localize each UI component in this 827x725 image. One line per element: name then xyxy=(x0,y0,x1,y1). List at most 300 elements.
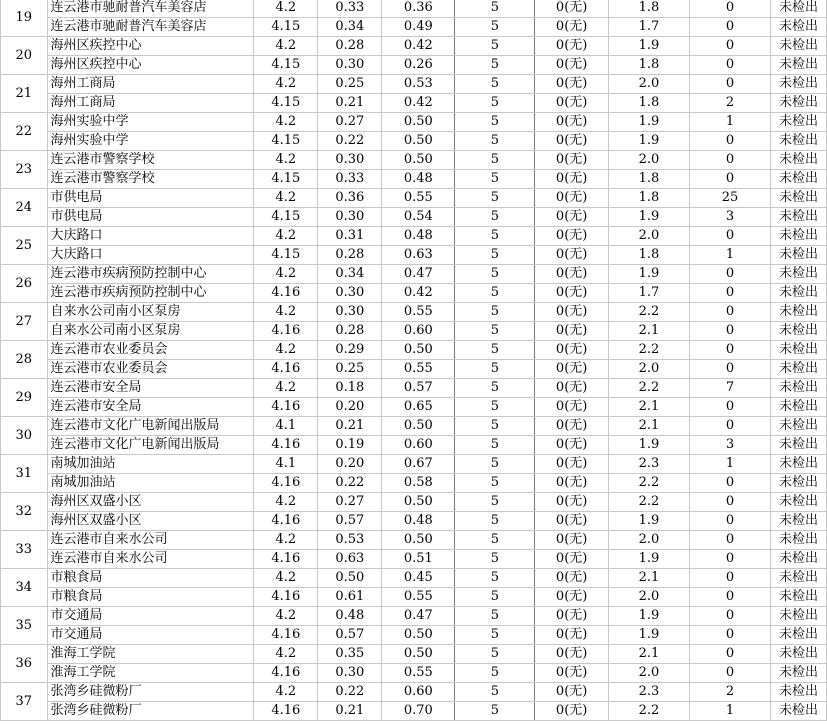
cell-site-name[interactable]: 市粮食局 xyxy=(47,569,254,588)
cell-col-b[interactable]: 0.22 xyxy=(318,474,382,493)
cell-col-h[interactable]: 未检出 xyxy=(770,531,826,550)
cell-col-d[interactable]: 5 xyxy=(455,284,535,303)
cell-col-h[interactable]: 未检出 xyxy=(770,664,826,683)
cell-col-f[interactable]: 2.1 xyxy=(608,398,689,417)
cell-col-h[interactable]: 未检出 xyxy=(770,455,826,474)
cell-site-name[interactable]: 淮海工学院 xyxy=(47,664,254,683)
cell-col-h[interactable]: 未检出 xyxy=(770,569,826,588)
cell-site-name[interactable]: 大庆路口 xyxy=(47,246,254,265)
cell-col-d[interactable]: 5 xyxy=(455,398,535,417)
cell-col-d[interactable]: 5 xyxy=(455,683,535,702)
cell-col-e[interactable]: 0(无) xyxy=(535,151,608,170)
cell-col-d[interactable]: 5 xyxy=(455,436,535,455)
cell-col-b[interactable]: 0.18 xyxy=(318,379,382,398)
cell-site-name[interactable]: 海州区疾控中心 xyxy=(47,56,254,75)
cell-sequence-no[interactable]: 34 xyxy=(1,569,48,607)
cell-col-e[interactable]: 0(无) xyxy=(535,512,608,531)
cell-col-c[interactable]: 0.50 xyxy=(382,645,455,664)
cell-col-g[interactable]: 0 xyxy=(690,531,771,550)
cell-site-name[interactable]: 连云港市文化广电新闻出版局 xyxy=(47,436,254,455)
cell-col-c[interactable]: 0.50 xyxy=(382,531,455,550)
cell-col-b[interactable]: 0.25 xyxy=(318,75,382,94)
cell-col-a[interactable]: 4.2 xyxy=(254,341,318,360)
cell-col-c[interactable]: 0.58 xyxy=(382,474,455,493)
cell-col-a[interactable]: 4.2 xyxy=(254,683,318,702)
cell-col-a[interactable]: 4.2 xyxy=(254,265,318,284)
cell-col-b[interactable]: 0.20 xyxy=(318,455,382,474)
cell-col-a[interactable]: 4.2 xyxy=(254,379,318,398)
cell-col-b[interactable]: 0.25 xyxy=(318,360,382,379)
cell-site-name[interactable]: 市供电局 xyxy=(47,189,254,208)
cell-col-e[interactable]: 0(无) xyxy=(535,208,608,227)
cell-col-h[interactable]: 未检出 xyxy=(770,303,826,322)
cell-col-a[interactable]: 4.15 xyxy=(254,18,318,37)
cell-col-g[interactable]: 7 xyxy=(690,379,771,398)
cell-col-b[interactable]: 0.34 xyxy=(318,18,382,37)
cell-col-e[interactable]: 0(无) xyxy=(535,550,608,569)
cell-col-e[interactable]: 0(无) xyxy=(535,626,608,645)
cell-site-name[interactable]: 连云港市驰耐普汽车美容店 xyxy=(47,18,254,37)
cell-col-f[interactable]: 2.0 xyxy=(608,588,689,607)
cell-col-f[interactable]: 2.3 xyxy=(608,455,689,474)
cell-site-name[interactable]: 海州实验中学 xyxy=(47,132,254,151)
cell-col-f[interactable]: 1.7 xyxy=(608,284,689,303)
cell-col-d[interactable]: 5 xyxy=(455,550,535,569)
cell-col-f[interactable]: 1.9 xyxy=(608,436,689,455)
cell-col-h[interactable]: 未检出 xyxy=(770,227,826,246)
cell-col-f[interactable]: 2.2 xyxy=(608,474,689,493)
cell-col-c[interactable]: 0.55 xyxy=(382,189,455,208)
cell-col-b[interactable]: 0.30 xyxy=(318,664,382,683)
cell-site-name[interactable]: 张湾乡硅微粉厂 xyxy=(47,683,254,702)
cell-col-e[interactable]: 0(无) xyxy=(535,702,608,721)
cell-col-f[interactable]: 2.3 xyxy=(608,683,689,702)
cell-col-b[interactable]: 0.27 xyxy=(318,113,382,132)
cell-site-name[interactable]: 自来水公司南小区泵房 xyxy=(47,322,254,341)
cell-col-f[interactable]: 2.0 xyxy=(608,75,689,94)
cell-col-a[interactable]: 4.2 xyxy=(254,113,318,132)
cell-col-g[interactable]: 1 xyxy=(690,113,771,132)
cell-col-c[interactable]: 0.65 xyxy=(382,398,455,417)
cell-col-b[interactable]: 0.19 xyxy=(318,436,382,455)
cell-col-a[interactable]: 4.16 xyxy=(254,360,318,379)
cell-col-h[interactable]: 未检出 xyxy=(770,322,826,341)
cell-col-f[interactable]: 2.0 xyxy=(608,664,689,683)
cell-col-f[interactable]: 2.0 xyxy=(608,151,689,170)
cell-col-e[interactable]: 0(无) xyxy=(535,227,608,246)
cell-col-d[interactable]: 5 xyxy=(455,170,535,189)
cell-col-e[interactable]: 0(无) xyxy=(535,284,608,303)
cell-col-g[interactable]: 2 xyxy=(690,94,771,113)
cell-col-b[interactable]: 0.30 xyxy=(318,284,382,303)
cell-col-h[interactable]: 未检出 xyxy=(770,474,826,493)
cell-col-e[interactable]: 0(无) xyxy=(535,18,608,37)
cell-col-c[interactable]: 0.50 xyxy=(382,132,455,151)
cell-sequence-no[interactable]: 21 xyxy=(1,75,48,113)
cell-col-c[interactable]: 0.70 xyxy=(382,702,455,721)
cell-col-g[interactable]: 3 xyxy=(690,436,771,455)
cell-col-c[interactable]: 0.50 xyxy=(382,151,455,170)
cell-col-b[interactable]: 0.21 xyxy=(318,94,382,113)
cell-col-e[interactable]: 0(无) xyxy=(535,75,608,94)
cell-site-name[interactable]: 自来水公司南小区泵房 xyxy=(47,303,254,322)
cell-col-c[interactable]: 0.50 xyxy=(382,493,455,512)
cell-col-f[interactable]: 1.9 xyxy=(608,607,689,626)
cell-col-e[interactable]: 0(无) xyxy=(535,588,608,607)
cell-col-h[interactable]: 未检出 xyxy=(770,341,826,360)
cell-col-d[interactable]: 5 xyxy=(455,607,535,626)
cell-site-name[interactable]: 连云港市自来水公司 xyxy=(47,550,254,569)
cell-col-h[interactable]: 未检出 xyxy=(770,398,826,417)
cell-col-b[interactable]: 0.53 xyxy=(318,531,382,550)
cell-col-g[interactable]: 0 xyxy=(690,227,771,246)
cell-col-g[interactable]: 0 xyxy=(690,550,771,569)
cell-col-b[interactable]: 0.30 xyxy=(318,56,382,75)
cell-col-a[interactable]: 4.15 xyxy=(254,246,318,265)
cell-site-name[interactable]: 市交通局 xyxy=(47,626,254,645)
cell-site-name[interactable]: 大庆路口 xyxy=(47,227,254,246)
cell-col-c[interactable]: 0.51 xyxy=(382,550,455,569)
cell-col-g[interactable]: 0 xyxy=(690,607,771,626)
cell-col-d[interactable]: 5 xyxy=(455,664,535,683)
cell-col-a[interactable]: 4.16 xyxy=(254,474,318,493)
cell-col-g[interactable]: 25 xyxy=(690,189,771,208)
cell-site-name[interactable]: 连云港市安全局 xyxy=(47,379,254,398)
cell-col-c[interactable]: 0.48 xyxy=(382,512,455,531)
cell-col-f[interactable]: 1.9 xyxy=(608,265,689,284)
cell-col-a[interactable]: 4.1 xyxy=(254,417,318,436)
cell-col-c[interactable]: 0.54 xyxy=(382,208,455,227)
cell-site-name[interactable]: 南城加油站 xyxy=(47,455,254,474)
cell-col-c[interactable]: 0.47 xyxy=(382,607,455,626)
cell-col-h[interactable]: 未检出 xyxy=(770,436,826,455)
cell-col-h[interactable]: 未检出 xyxy=(770,683,826,702)
cell-col-f[interactable]: 1.8 xyxy=(608,0,689,18)
cell-site-name[interactable]: 市供电局 xyxy=(47,208,254,227)
cell-col-c[interactable]: 0.45 xyxy=(382,569,455,588)
cell-col-e[interactable]: 0(无) xyxy=(535,645,608,664)
cell-col-b[interactable]: 0.36 xyxy=(318,189,382,208)
cell-col-a[interactable]: 4.16 xyxy=(254,702,318,721)
cell-col-a[interactable]: 4.2 xyxy=(254,227,318,246)
cell-col-c[interactable]: 0.63 xyxy=(382,246,455,265)
cell-col-h[interactable]: 未检出 xyxy=(770,550,826,569)
cell-sequence-no[interactable]: 24 xyxy=(1,189,48,227)
cell-col-h[interactable]: 未检出 xyxy=(770,0,826,18)
cell-col-f[interactable]: 1.8 xyxy=(608,56,689,75)
cell-sequence-no[interactable]: 33 xyxy=(1,531,48,569)
cell-col-b[interactable]: 0.30 xyxy=(318,208,382,227)
cell-sequence-no[interactable]: 22 xyxy=(1,113,48,151)
cell-col-c[interactable]: 0.47 xyxy=(382,265,455,284)
cell-col-d[interactable]: 5 xyxy=(455,341,535,360)
cell-col-g[interactable]: 0 xyxy=(690,645,771,664)
cell-col-d[interactable]: 5 xyxy=(455,37,535,56)
cell-col-a[interactable]: 4.2 xyxy=(254,569,318,588)
cell-col-e[interactable]: 0(无) xyxy=(535,436,608,455)
cell-col-b[interactable]: 0.30 xyxy=(318,303,382,322)
cell-col-f[interactable]: 2.2 xyxy=(608,303,689,322)
cell-col-h[interactable]: 未检出 xyxy=(770,512,826,531)
cell-col-f[interactable]: 2.1 xyxy=(608,645,689,664)
cell-col-e[interactable]: 0(无) xyxy=(535,398,608,417)
cell-site-name[interactable]: 连云港市驰耐普汽车美容店 xyxy=(47,0,254,18)
cell-col-d[interactable]: 5 xyxy=(455,645,535,664)
cell-col-g[interactable]: 0 xyxy=(690,151,771,170)
cell-col-h[interactable]: 未检出 xyxy=(770,645,826,664)
cell-sequence-no[interactable]: 31 xyxy=(1,455,48,493)
cell-col-d[interactable]: 5 xyxy=(455,208,535,227)
cell-sequence-no[interactable]: 32 xyxy=(1,493,48,531)
cell-col-h[interactable]: 未检出 xyxy=(770,588,826,607)
cell-col-b[interactable]: 0.29 xyxy=(318,341,382,360)
cell-sequence-no[interactable]: 28 xyxy=(1,341,48,379)
cell-col-b[interactable]: 0.61 xyxy=(318,588,382,607)
cell-col-f[interactable]: 1.8 xyxy=(608,170,689,189)
cell-sequence-no[interactable]: 37 xyxy=(1,683,48,721)
cell-sequence-no[interactable]: 25 xyxy=(1,227,48,265)
cell-col-d[interactable]: 5 xyxy=(455,303,535,322)
cell-col-e[interactable]: 0(无) xyxy=(535,493,608,512)
cell-col-c[interactable]: 0.67 xyxy=(382,455,455,474)
cell-col-c[interactable]: 0.60 xyxy=(382,683,455,702)
cell-site-name[interactable]: 连云港市农业委员会 xyxy=(47,341,254,360)
cell-col-f[interactable]: 1.7 xyxy=(608,18,689,37)
cell-col-b[interactable]: 0.20 xyxy=(318,398,382,417)
cell-col-d[interactable]: 5 xyxy=(455,322,535,341)
cell-col-e[interactable]: 0(无) xyxy=(535,132,608,151)
cell-site-name[interactable]: 海州工商局 xyxy=(47,94,254,113)
cell-col-a[interactable]: 4.16 xyxy=(254,550,318,569)
cell-col-d[interactable]: 5 xyxy=(455,569,535,588)
cell-col-e[interactable]: 0(无) xyxy=(535,569,608,588)
cell-col-d[interactable]: 5 xyxy=(455,379,535,398)
cell-col-d[interactable]: 5 xyxy=(455,113,535,132)
cell-col-h[interactable]: 未检出 xyxy=(770,113,826,132)
cell-col-e[interactable]: 0(无) xyxy=(535,531,608,550)
cell-col-a[interactable]: 4.16 xyxy=(254,398,318,417)
cell-col-a[interactable]: 4.16 xyxy=(254,322,318,341)
cell-col-d[interactable]: 5 xyxy=(455,132,535,151)
cell-col-d[interactable]: 5 xyxy=(455,246,535,265)
cell-col-f[interactable]: 2.0 xyxy=(608,531,689,550)
cell-col-a[interactable]: 4.2 xyxy=(254,75,318,94)
cell-col-g[interactable]: 0 xyxy=(690,417,771,436)
cell-col-d[interactable]: 5 xyxy=(455,626,535,645)
cell-col-a[interactable]: 4.2 xyxy=(254,303,318,322)
cell-col-e[interactable]: 0(无) xyxy=(535,417,608,436)
cell-col-g[interactable]: 0 xyxy=(690,398,771,417)
cell-col-e[interactable]: 0(无) xyxy=(535,683,608,702)
cell-sequence-no[interactable]: 30 xyxy=(1,417,48,455)
cell-site-name[interactable]: 海州实验中学 xyxy=(47,113,254,132)
cell-site-name[interactable]: 张湾乡硅微粉厂 xyxy=(47,702,254,721)
cell-col-g[interactable]: 1 xyxy=(690,455,771,474)
cell-col-a[interactable]: 4.15 xyxy=(254,132,318,151)
cell-col-h[interactable]: 未检出 xyxy=(770,132,826,151)
cell-sequence-no[interactable]: 19 xyxy=(1,0,48,37)
cell-col-e[interactable]: 0(无) xyxy=(535,265,608,284)
cell-col-h[interactable]: 未检出 xyxy=(770,56,826,75)
cell-col-c[interactable]: 0.55 xyxy=(382,360,455,379)
cell-col-c[interactable]: 0.50 xyxy=(382,113,455,132)
cell-site-name[interactable]: 连云港市警察学校 xyxy=(47,170,254,189)
cell-col-e[interactable]: 0(无) xyxy=(535,360,608,379)
cell-col-f[interactable]: 1.9 xyxy=(608,626,689,645)
cell-col-h[interactable]: 未检出 xyxy=(770,417,826,436)
cell-col-e[interactable]: 0(无) xyxy=(535,341,608,360)
cell-col-g[interactable]: 3 xyxy=(690,208,771,227)
cell-col-g[interactable]: 0 xyxy=(690,75,771,94)
cell-site-name[interactable]: 市交通局 xyxy=(47,607,254,626)
cell-col-g[interactable]: 0 xyxy=(690,132,771,151)
cell-col-f[interactable]: 2.2 xyxy=(608,493,689,512)
cell-col-f[interactable]: 1.9 xyxy=(608,512,689,531)
cell-col-a[interactable]: 4.16 xyxy=(254,512,318,531)
cell-col-b[interactable]: 0.22 xyxy=(318,683,382,702)
cell-col-c[interactable]: 0.42 xyxy=(382,94,455,113)
cell-col-a[interactable]: 4.1 xyxy=(254,455,318,474)
cell-col-d[interactable]: 5 xyxy=(455,474,535,493)
cell-col-c[interactable]: 0.60 xyxy=(382,322,455,341)
cell-col-h[interactable]: 未检出 xyxy=(770,265,826,284)
cell-col-f[interactable]: 2.1 xyxy=(608,417,689,436)
cell-col-e[interactable]: 0(无) xyxy=(535,607,608,626)
cell-col-f[interactable]: 1.9 xyxy=(608,550,689,569)
cell-col-b[interactable]: 0.33 xyxy=(318,170,382,189)
cell-col-d[interactable]: 5 xyxy=(455,360,535,379)
cell-col-g[interactable]: 0 xyxy=(690,322,771,341)
cell-col-c[interactable]: 0.48 xyxy=(382,227,455,246)
cell-sequence-no[interactable]: 20 xyxy=(1,37,48,75)
cell-col-b[interactable]: 0.34 xyxy=(318,265,382,284)
cell-col-c[interactable]: 0.26 xyxy=(382,56,455,75)
cell-col-f[interactable]: 2.0 xyxy=(608,360,689,379)
cell-col-d[interactable]: 5 xyxy=(455,493,535,512)
cell-col-g[interactable]: 0 xyxy=(690,37,771,56)
cell-col-g[interactable]: 0 xyxy=(690,360,771,379)
cell-col-c[interactable]: 0.50 xyxy=(382,341,455,360)
cell-col-g[interactable]: 0 xyxy=(690,284,771,303)
cell-site-name[interactable]: 连云港市安全局 xyxy=(47,398,254,417)
cell-col-f[interactable]: 1.8 xyxy=(608,246,689,265)
cell-col-e[interactable]: 0(无) xyxy=(535,379,608,398)
cell-col-f[interactable]: 1.8 xyxy=(608,189,689,208)
cell-col-b[interactable]: 0.28 xyxy=(318,246,382,265)
cell-col-f[interactable]: 1.9 xyxy=(608,113,689,132)
cell-col-b[interactable]: 0.57 xyxy=(318,512,382,531)
cell-col-g[interactable]: 0 xyxy=(690,474,771,493)
cell-col-a[interactable]: 4.16 xyxy=(254,284,318,303)
cell-col-g[interactable]: 0 xyxy=(690,493,771,512)
cell-col-b[interactable]: 0.57 xyxy=(318,626,382,645)
cell-col-e[interactable]: 0(无) xyxy=(535,664,608,683)
cell-site-name[interactable]: 连云港市警察学校 xyxy=(47,151,254,170)
cell-col-a[interactable]: 4.2 xyxy=(254,531,318,550)
cell-col-h[interactable]: 未检出 xyxy=(770,75,826,94)
cell-col-g[interactable]: 0 xyxy=(690,512,771,531)
cell-col-g[interactable]: 2 xyxy=(690,683,771,702)
cell-sequence-no[interactable]: 27 xyxy=(1,303,48,341)
cell-col-a[interactable]: 4.16 xyxy=(254,626,318,645)
cell-col-a[interactable]: 4.15 xyxy=(254,94,318,113)
cell-sequence-no[interactable]: 35 xyxy=(1,607,48,645)
cell-col-g[interactable]: 0 xyxy=(690,588,771,607)
cell-col-e[interactable]: 0(无) xyxy=(535,474,608,493)
cell-site-name[interactable]: 海州区疾控中心 xyxy=(47,37,254,56)
cell-col-b[interactable]: 0.28 xyxy=(318,322,382,341)
cell-sequence-no[interactable]: 26 xyxy=(1,265,48,303)
cell-col-b[interactable]: 0.28 xyxy=(318,37,382,56)
cell-col-e[interactable]: 0(无) xyxy=(535,455,608,474)
cell-col-g[interactable]: 0 xyxy=(690,170,771,189)
cell-col-a[interactable]: 4.2 xyxy=(254,645,318,664)
cell-col-h[interactable]: 未检出 xyxy=(770,170,826,189)
cell-col-g[interactable]: 0 xyxy=(690,626,771,645)
cell-col-a[interactable]: 4.16 xyxy=(254,436,318,455)
cell-col-e[interactable]: 0(无) xyxy=(535,303,608,322)
cell-col-h[interactable]: 未检出 xyxy=(770,379,826,398)
cell-col-d[interactable]: 5 xyxy=(455,531,535,550)
cell-site-name[interactable]: 淮海工学院 xyxy=(47,645,254,664)
cell-col-h[interactable]: 未检出 xyxy=(770,208,826,227)
cell-col-d[interactable]: 5 xyxy=(455,18,535,37)
cell-col-e[interactable]: 0(无) xyxy=(535,113,608,132)
cell-col-g[interactable]: 0 xyxy=(690,265,771,284)
cell-col-c[interactable]: 0.49 xyxy=(382,18,455,37)
cell-col-a[interactable]: 4.16 xyxy=(254,588,318,607)
cell-col-g[interactable]: 0 xyxy=(690,664,771,683)
cell-col-h[interactable]: 未检出 xyxy=(770,626,826,645)
cell-col-c[interactable]: 0.50 xyxy=(382,626,455,645)
cell-col-c[interactable]: 0.53 xyxy=(382,75,455,94)
cell-col-f[interactable]: 2.2 xyxy=(608,702,689,721)
cell-site-name[interactable]: 连云港市农业委员会 xyxy=(47,360,254,379)
cell-col-a[interactable]: 4.2 xyxy=(254,493,318,512)
cell-col-c[interactable]: 0.55 xyxy=(382,664,455,683)
cell-col-h[interactable]: 未检出 xyxy=(770,493,826,512)
cell-col-a[interactable]: 4.2 xyxy=(254,189,318,208)
cell-col-f[interactable]: 2.2 xyxy=(608,341,689,360)
cell-col-c[interactable]: 0.60 xyxy=(382,436,455,455)
cell-site-name[interactable]: 连云港市疾病预防控制中心 xyxy=(47,265,254,284)
cell-col-c[interactable]: 0.57 xyxy=(382,379,455,398)
cell-col-h[interactable]: 未检出 xyxy=(770,702,826,721)
cell-col-d[interactable]: 5 xyxy=(455,227,535,246)
cell-col-c[interactable]: 0.48 xyxy=(382,170,455,189)
cell-col-c[interactable]: 0.55 xyxy=(382,303,455,322)
cell-col-f[interactable]: 1.9 xyxy=(608,132,689,151)
cell-col-h[interactable]: 未检出 xyxy=(770,151,826,170)
cell-col-e[interactable]: 0(无) xyxy=(535,322,608,341)
cell-col-b[interactable]: 0.35 xyxy=(318,645,382,664)
cell-col-d[interactable]: 5 xyxy=(455,265,535,284)
cell-col-g[interactable]: 0 xyxy=(690,341,771,360)
cell-col-b[interactable]: 0.21 xyxy=(318,702,382,721)
cell-col-a[interactable]: 4.15 xyxy=(254,170,318,189)
cell-col-h[interactable]: 未检出 xyxy=(770,37,826,56)
cell-col-a[interactable]: 4.15 xyxy=(254,56,318,75)
cell-col-d[interactable]: 5 xyxy=(455,702,535,721)
cell-col-g[interactable]: 0 xyxy=(690,18,771,37)
cell-col-h[interactable]: 未检出 xyxy=(770,246,826,265)
cell-col-d[interactable]: 5 xyxy=(455,94,535,113)
cell-col-f[interactable]: 2.0 xyxy=(608,227,689,246)
cell-col-a[interactable]: 4.16 xyxy=(254,664,318,683)
cell-col-d[interactable]: 5 xyxy=(455,455,535,474)
cell-col-f[interactable]: 1.9 xyxy=(608,208,689,227)
cell-col-a[interactable]: 4.2 xyxy=(254,0,318,18)
